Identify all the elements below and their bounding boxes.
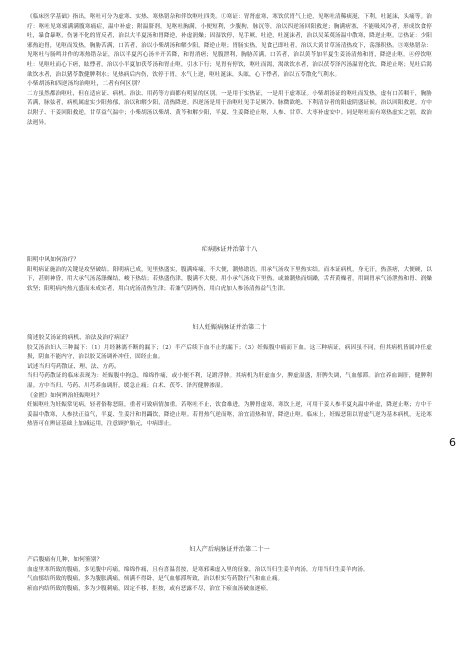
paragraph: 瘀血内结所致的腹痛，多为少腹刺痛，固定不移，拒按，或有恶露不尽，治宜下瘀血汤破血逐瘀。	[27, 585, 272, 592]
paragraph: 阳明病证施治的关键是攻坚破结。阳明病已成，见里热盛实，腹满疼痛，不大便，潮热谵语，用承气汤攻下里热实结。而本证病机，身无汗，热蒸痞，大便硬，以下，甚则神昏，用大承气汤荡涤燥结，峻下热结；若热盛伤津，腹满不大便，用小承气汤攻下里热，或兼潮热而烦躁，舌苔黄燥者，用调胃承气汤泄热和胃、润燥软坚；阳明病内热亢盛而未成实者，用白虎汤清热生津；若兼气阴两伤，用白虎加人参汤清热益气生津。	[27, 266, 432, 292]
question: 试述当归芍药散证、理、法、方药。	[27, 363, 120, 370]
question: 简述胶艾汤证的病机、治法及治疗病证？	[27, 335, 132, 341]
section-20	[27, 322, 432, 430]
question: 阳明中风如何治疗？	[27, 257, 80, 263]
page-number: 6	[449, 436, 456, 449]
section-18	[27, 244, 432, 294]
question: 小柴胡汤和四逆汤均治呕吐，二者有何区别？	[27, 81, 143, 88]
paragraph: 二方虽然都治呕吐，但在适应证、病机、治法、用药等方面都有明显的区别。一是用于实热证，一是用于虚寒证。小柴胡汤证的呕吐而发热，虚有口苦咽干，胸胁苦满，脉弦者，病机属虚实少阳热郁，治以和解少阳，清热降逆。四逆汤是用于治呕吐见手足厥冷、脉微欲绝、下利清谷者的阳虚阴盛证候，治以回阳救逆。方中以附子、干姜回阳救逆，甘草益气温中；小柴胡汤以柴胡、黄芩和解少阳，半夏、生姜降逆止呕，人参、甘草、大枣补虚安中。同是呕吐而有寒热虚实之别，故治法迥异。	[27, 90, 432, 126]
paragraph: 胶艾汤治妇人三种漏下：（1）月经淋漓不断的漏下；（2）半产后续下血不止的漏下；（3）妊娠腹中痛而下血。这三种病证，病因虽不同，但其病机皆属冲任虚损，阴血不能内守，治以胶艾汤调补冲任，固经止血。	[27, 344, 432, 361]
chapter-heading: 妇人产后病脉证并治第二十一	[189, 546, 270, 553]
question: 产后腹痛有几种，如何鉴别？	[27, 557, 103, 563]
paragraph: 《临床医学基础》指出，呕吐可分为虚寒、实热、寒热错杂和伴饮呕吐四类。①寒证：胃肾虚寒，寒饮伏胃气上逆，见呕吐清稀痰涎，下利，吐涎沫，头痛等。治疗：呕吐见寒邪满满腹寒痛症，温中补虚；附温脐剂，见呕吐胸满，小便短利，少腹拘，脉沉等，治以四逆汤回阳救逆；胸满痞塞，不能吸风冷者，形成饮食停吐，暴食暴呕，伤暑不化的胃反者，治以大半夏汤和胃降逆，补虚润燥；因湿饮停，见手厥，吐逆，吐涎沫者，治以吴茱萸汤温中散寒，降逆止呕。②热证：少阳邪热迫胃，见呕而发热，胸胁苦满，口苦者，治以小柴胡汤和解少阳，降逆止呕；胃肠实热，见食已即吐者，治以大黄甘草汤清热攻下，荡涤积热。③寒热错杂：见呕吐与肠鸣并作的寒热错杂证，治以半夏泻心汤辛开苦降，和胃消痞；见腹泄利，胸胁苦满，口苦者，治以黄芩加半夏生姜汤清热和胃，降逆止呕。④停饮呕吐：见呕吐而心下痞，眩悸者，治以小半夏加茯苓汤和胃止呕，引水下行；见胃有停饮，呕吐而渴，渴欲饮水者，治以茯苓泽泻汤温胃化饮，降逆止呕；见吐后渴欲饮水者，治以猪苓散健脾利水；见热病后内伤，饮停于胃，水气上逆，呕吐涎沫，头眩，心下悸者，治以五苓散化气利水。	[27, 14, 432, 78]
paragraph: 气血郁结所致的腹痛，多为腹胀满痛，烦满不得卧，是气血郁滞所致，治以枳实芍药散行气和血止痛。	[27, 576, 284, 583]
paragraph: 妊娠呕吐为妊娠常见病，轻者俗称恶阻，重者可致病情加重。若呕吐不止，饮食难进，为脾胃虚寒，寒饮上逆，可用干姜人参半夏丸温中补虚，降逆止呕；方中干姜温中散寒，人参扶正益气，半夏、生姜汁和胃蠲饮，降逆止呕。若胃热气逆而呕，治宜清热和胃，降逆止呕。临床上，妊娠恶阻以胃虚气逆为基本病机，无论寒热皆可在辨证基础上加减运用，注意顾护胎元，中病即止。	[27, 402, 432, 428]
paragraph: 当归芍药散证的临床表现为：妊娠腹中拘急，绵绵作痛，或小便不利，足跗浮肿。其病机为肝虚血少，脾虚湿盛，肝脾失调，气血郁滞。治宜养血调肝，健脾利湿。方中当归、芍药、川芎养血调肝，缓急止痛；白术、茯苓、泽泻健脾渗湿。	[27, 373, 432, 389]
section-intro	[27, 13, 432, 128]
question: 《金匮》如何辨治妊娠呕吐？	[27, 392, 103, 399]
chapter-heading: 妇人妊娠病脉证并治第二十	[192, 324, 267, 331]
paragraph: 血虚里寒所致的腹痛，多见腹中疞痛，绵绵作痛，且有喜温喜按，是寒邪乘虚入里的征象，治以当归生姜羊肉汤，方用当归生姜羊肉汤。	[27, 566, 369, 573]
section-21	[27, 544, 432, 594]
chapter-heading: 疟病脉证并治第十八	[201, 246, 258, 253]
